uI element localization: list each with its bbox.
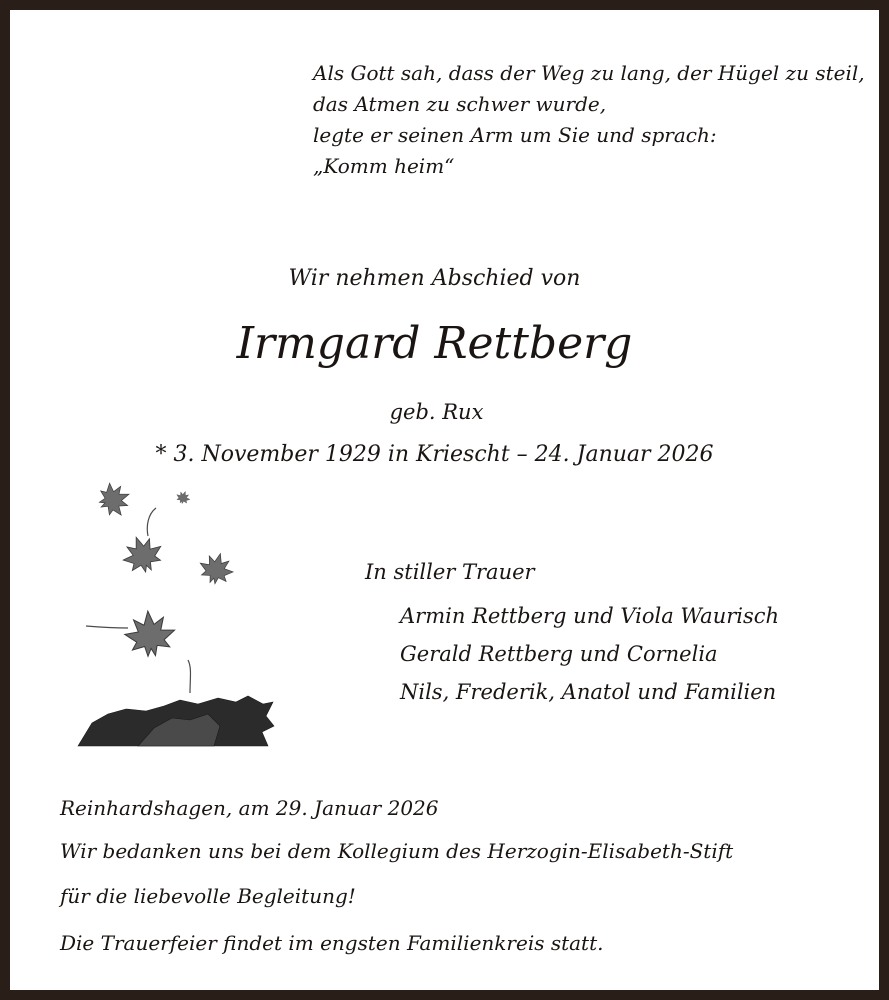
- falling-leaves-icon: [68, 478, 278, 748]
- poem-line-1: Als Gott sah, dass der Weg zu lang, der Hügel zu steil,: [313, 61, 865, 85]
- mourning-title: In stiller Trauer: [365, 560, 535, 584]
- mourner-name: Gerald Rettberg und Cornelia: [400, 642, 718, 666]
- ceremony-note: Die Trauerfeier findet im engsten Familienkreis statt.: [60, 931, 604, 955]
- mourner-name: Armin Rettberg und Viola Waurisch: [400, 604, 780, 628]
- thanks-line-1: Wir bedanken uns bei dem Kollegium des Herzogin-Elisabeth-Stift: [60, 839, 734, 863]
- farewell-intro: Wir nehmen Abschied von: [288, 266, 581, 291]
- birth-name: geb. Rux: [389, 400, 484, 424]
- deceased-name: Irmgard Rettberg: [236, 318, 633, 369]
- poem-line-3: legte er seinen Arm um Sie und sprach:: [313, 123, 717, 147]
- place-and-date: Reinhardshagen, am 29. Januar 2026: [60, 796, 439, 820]
- life-dates: * 3. November 1929 in Kriescht – 24. Januar 2026: [155, 442, 714, 467]
- thanks-line-2: für die liebevolle Begleitung!: [60, 884, 356, 908]
- mourner-name: Nils, Frederik, Anatol und Familien: [400, 680, 777, 704]
- poem-line-2: das Atmen zu schwer wurde,: [313, 92, 607, 116]
- poem-line-4: „Komm heim“: [313, 154, 455, 178]
